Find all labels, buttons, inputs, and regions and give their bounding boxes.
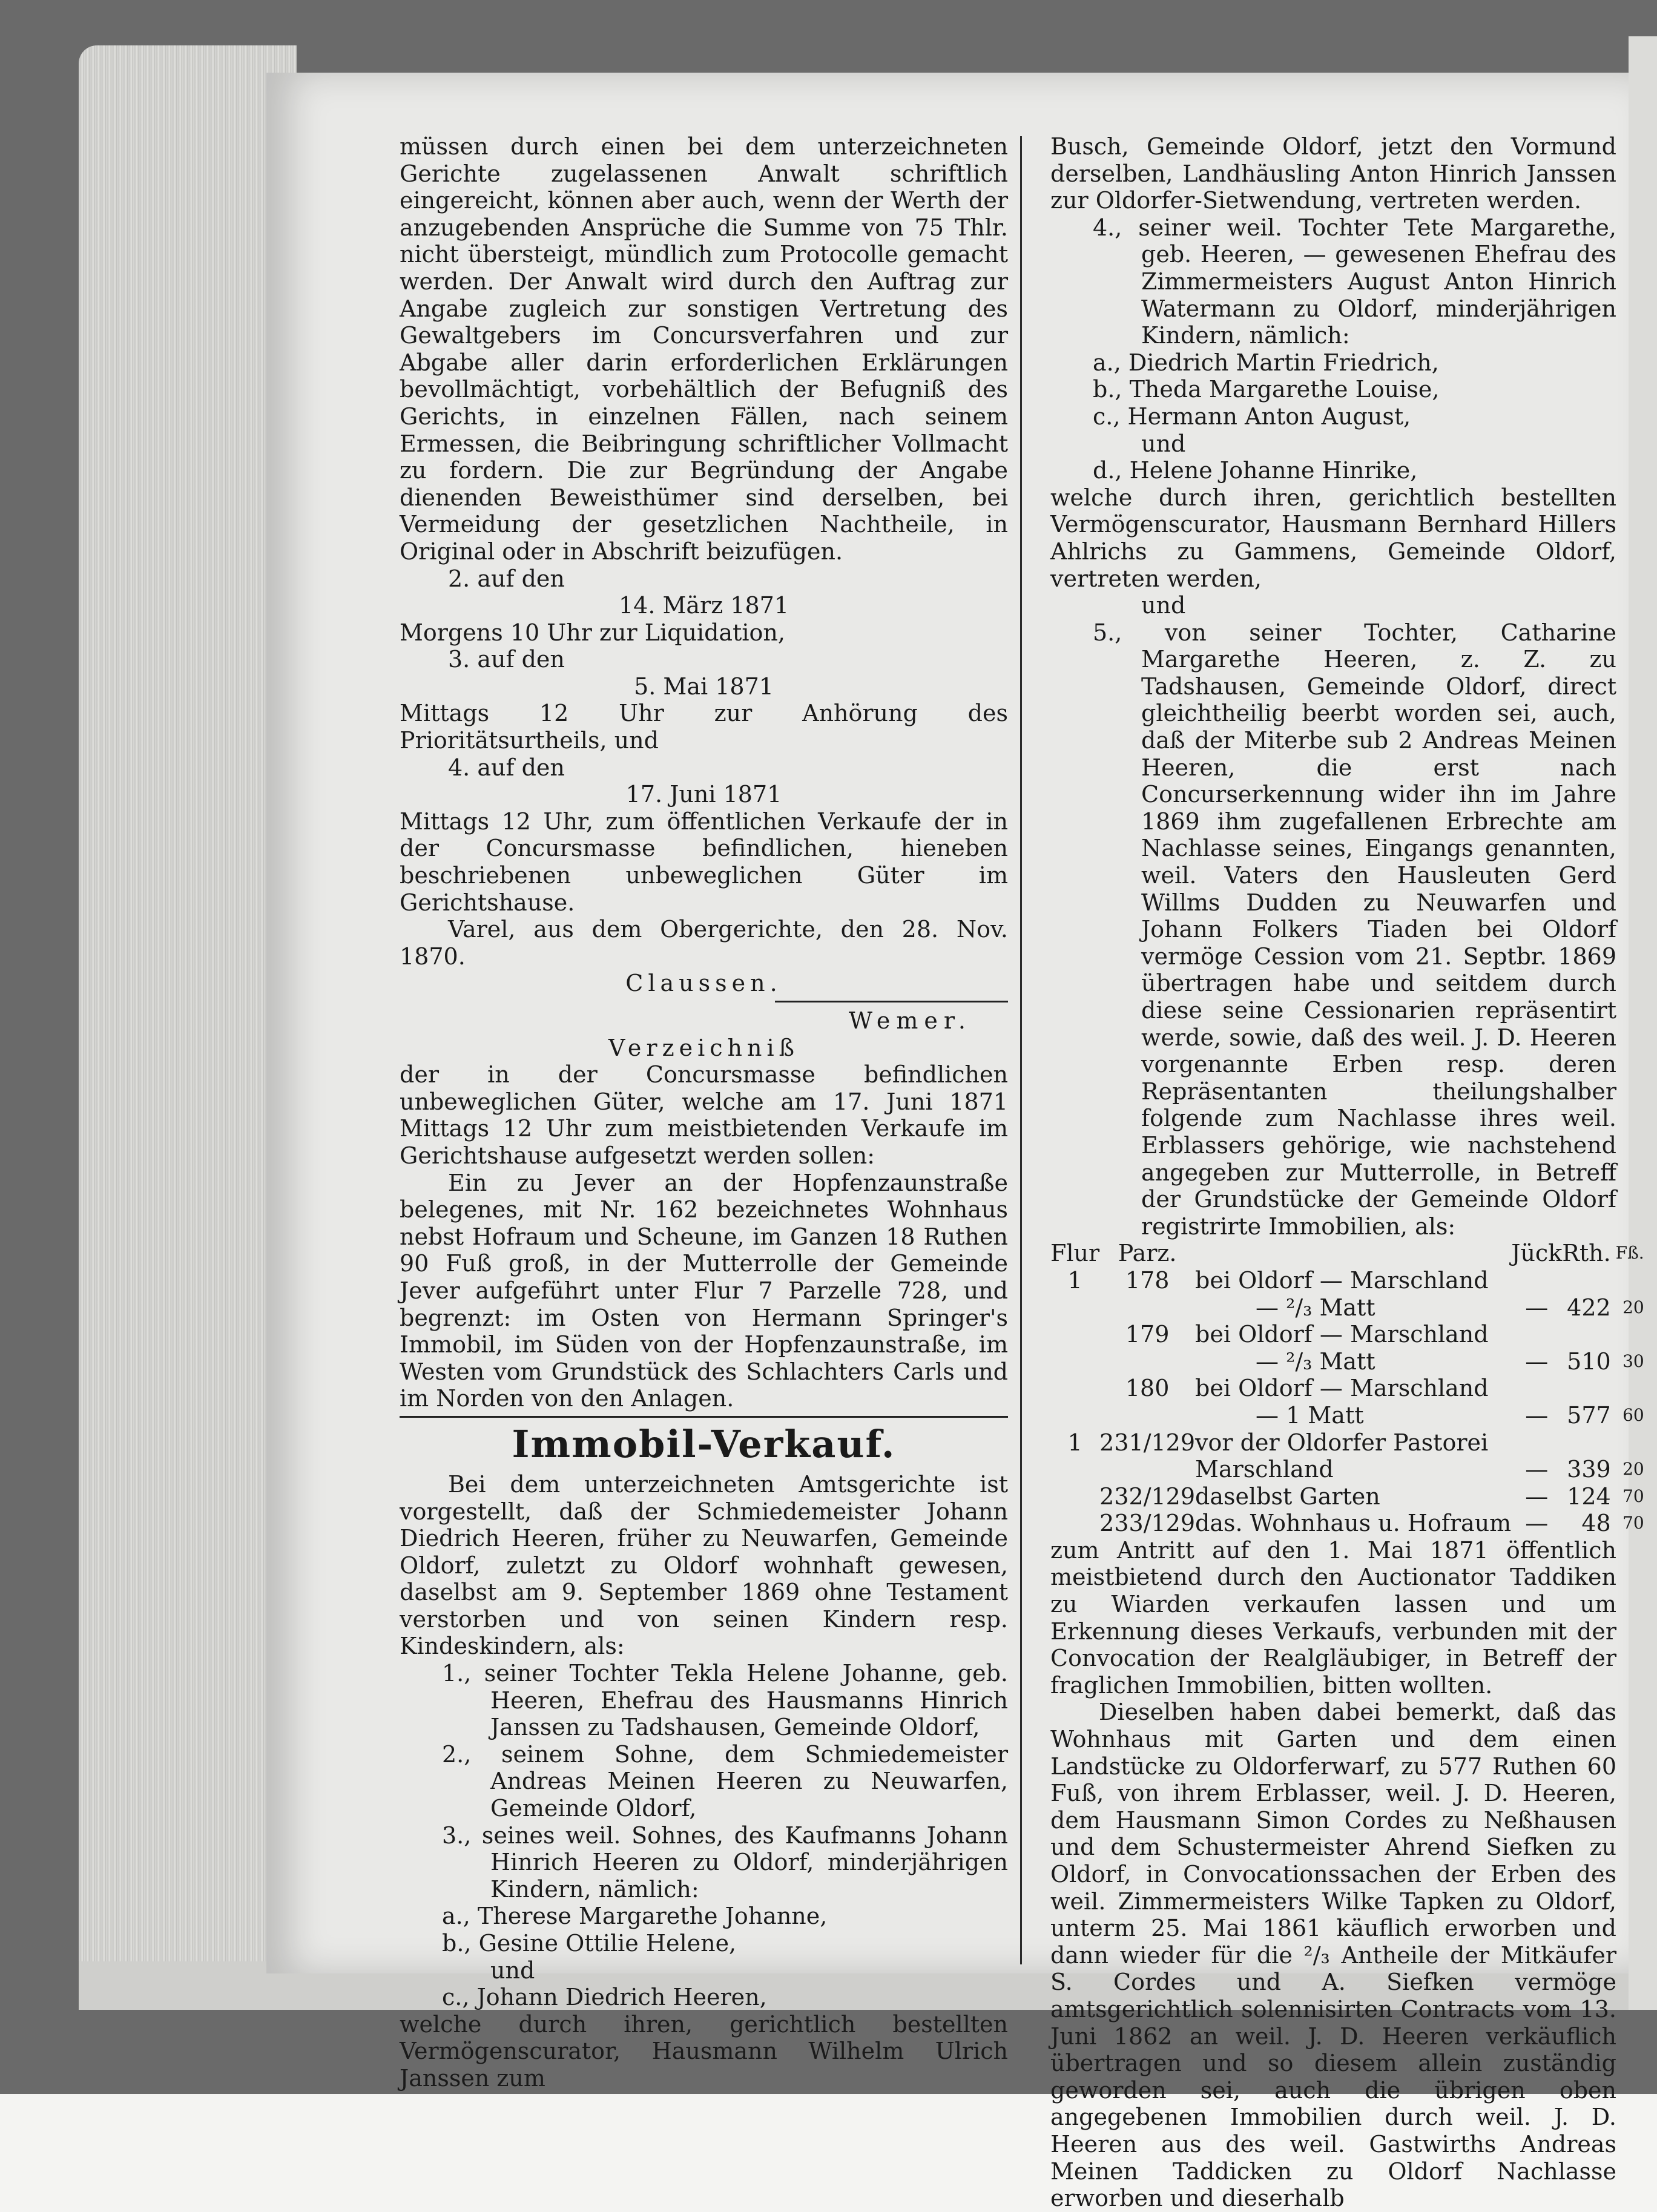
column-divider xyxy=(1020,136,1022,1964)
cell-flur xyxy=(1050,1483,1099,1510)
cell-desc: vor der Oldorfer Pastorei xyxy=(1195,1429,1489,1456)
parcel-table-header xyxy=(1050,1240,1644,1267)
table-row xyxy=(1050,1510,1644,1537)
cell-desc: daselbst Garten xyxy=(1195,1483,1380,1510)
cell-desc: — ²/₃ Matt xyxy=(1256,1348,1375,1375)
signature-rule xyxy=(775,1001,1008,1002)
heir-5: 5., von seiner Tochter, Catharine Margarethe Heeren, z. Z. zu Tadshausen, Gemeinde Oldorf, direct gleichtheilig beerbt worden sei, auch, daß der Miterbe sub 2 Andreas Meinen Heeren, die erst nach Concurserkennung wider ihn im Jahre 1869 ihm zugefallenen Erbrechte am Nachlasse seines, Eingangs genannten, weil. Vaters den Hausleuten Gerd Willms Dudden zu Neuwarfen und Johann Folkers Tiaden bei Oldorf vermöge Cession vom 21. Septbr. 1869 übertragen habe und seitdem durch diese seine Cessionarien repräsentirt werde, sowie, daß des weil. J. D. Heeren vorgenannte Erben resp. deren Repräsentanten theilungshalber folgende zum Nachlasse ihres weil. Erblassers gehörige, wie nachstehend angegeben zur Mutterrolle, in Betreff der Grundstücke der Gemeinde Oldorf registrirte Immobilien, als: xyxy=(1093,619,1616,1240)
cell-parz xyxy=(1099,1456,1195,1483)
cell-parz xyxy=(1099,1294,1195,1322)
signature-wemer: Wemer. xyxy=(848,1007,972,1034)
cell-flur xyxy=(1050,1375,1099,1402)
cell-desc: bei Oldorf — Marschland xyxy=(1195,1321,1489,1348)
table-row xyxy=(1050,1321,1644,1348)
heir-3c: c., Johann Diedrich Heeren, xyxy=(442,1984,767,2011)
cell-fs xyxy=(1616,1321,1644,1348)
cell-flur: 1 xyxy=(1067,1429,1082,1456)
item4-label: 4. auf den xyxy=(448,754,565,781)
cell-juck xyxy=(1511,1321,1562,1348)
cell-flur xyxy=(1050,1294,1099,1322)
section-rule xyxy=(400,1416,1008,1418)
heir-4-und2: und xyxy=(1141,592,1186,619)
cell-juck xyxy=(1511,1267,1562,1294)
heir-3-tail: welche durch ihren, gerichtlich bestellten Vermögenscurator, Hausmann Wilhelm Ulrich Janssen zum xyxy=(400,2010,1008,2092)
cell-rth: 510 xyxy=(1567,1348,1611,1375)
heir-4: 4., seiner weil. Tochter Tete Margarethe, geb. Heeren, — gewesenen Ehefrau des Zimmermeisters August Anton Hinrich Watermann zu Oldorf, minderjährigen Kindern, nämlich: xyxy=(1093,214,1616,349)
immobil-intro: Bei dem unterzeichneten Amtsgerichte ist vorgestellt, daß der Schmiedemeister Johann Diedrich Heeren, früher zu Neuwarfen, Gemeinde Oldorf, zuletzt zu Oldorf wohnhaft gewesen, daselbst am 9. September 1869 ohne Testament verstorben und von seinen Kindern resp. Kindeskindern, als: xyxy=(400,1470,1008,1660)
header-parz: Parz. xyxy=(1118,1240,1177,1267)
page-stack-edge xyxy=(79,45,297,1986)
table-row xyxy=(1050,1348,1644,1375)
cell-fs: 70 xyxy=(1622,1513,1644,1533)
heir-4a: a., Diedrich Martin Friedrich, xyxy=(1093,349,1439,376)
table-row xyxy=(1050,1294,1644,1322)
next-page-edge xyxy=(1629,36,1657,2010)
cell-fs: 20 xyxy=(1622,1459,1644,1480)
heir-4c: c., Hermann Anton August, xyxy=(1093,403,1411,430)
table-row xyxy=(1050,1456,1644,1483)
cell-fs: 20 xyxy=(1622,1297,1644,1317)
heir-4d: d., Helene Johanne Hinrike, xyxy=(1093,457,1418,484)
header-flur: Flur xyxy=(1050,1240,1100,1267)
cell-rth: 422 xyxy=(1567,1294,1611,1321)
cell-fs: 70 xyxy=(1622,1486,1644,1506)
cell-fs xyxy=(1616,1267,1644,1294)
after-table-text: zum Antritt auf den 1. Mai 1871 öffentlich meistbietend durch den Auctionator Taddiken zu Wiarden verkaufen lassen und um Erkennung dieses Verkaufs, verbunden mit der Convocation der Realgläubiger, in Betreff der fraglichen Immobilien, bitten wollten. xyxy=(1050,1536,1616,1699)
cell-flur xyxy=(1050,1510,1099,1537)
cell-flur xyxy=(1050,1321,1099,1348)
table-row xyxy=(1050,1267,1644,1294)
verzeichnis-title: Verzeichniß xyxy=(608,1034,800,1061)
cell-rth xyxy=(1562,1429,1615,1457)
cell-parz: 179 xyxy=(1125,1321,1170,1348)
cell-flur xyxy=(1050,1456,1099,1483)
cell-rth: 124 xyxy=(1567,1483,1611,1510)
item3-text: Mittags 12 Uhr zur Anhörung des Prioritätsurtheils, und xyxy=(400,700,1008,754)
cell-flur: 1 xyxy=(1067,1266,1082,1294)
cell-rth: 577 xyxy=(1567,1401,1611,1429)
continuation-text: Busch, Gemeinde Oldorf, jetzt den Vormund derselben, Landhäusling Anton Hinrich Janssen zur Oldorfer-Sietwendung, vertreten werden. xyxy=(1050,133,1616,214)
cell-juck xyxy=(1511,1429,1562,1457)
cell-parz: 180 xyxy=(1125,1375,1170,1402)
table-row xyxy=(1050,1402,1644,1429)
cell-parz: 178 xyxy=(1125,1266,1170,1294)
cell-parz: 233/129 xyxy=(1099,1510,1196,1537)
heir-4-tail: welche durch ihren, gerichtlich bestellten Vermögenscurator, Hausmann Bernhard Hillers Ahlrichs zu Gammens, Gemeinde Oldorf, vertreten werden, xyxy=(1050,484,1616,592)
cell-parz xyxy=(1099,1348,1195,1375)
item2-text: Morgens 10 Uhr zur Liquidation, xyxy=(400,619,785,646)
cell-fs xyxy=(1616,1429,1644,1457)
item4-date: 17. Juni 1871 xyxy=(625,781,782,808)
cell-juck: — xyxy=(1525,1483,1549,1510)
heir-3: 3., seines weil. Sohnes, des Kaufmanns Johann Hinrich Heeren zu Oldorf, minderjährigen Kindern, nämlich: xyxy=(442,1822,1008,1903)
table-row xyxy=(1050,1483,1644,1510)
heir-3b: b., Gesine Ottilie Helene, xyxy=(442,1930,737,1957)
cell-desc: — ²/₃ Matt xyxy=(1256,1294,1375,1321)
cell-desc: bei Oldorf — Marschland xyxy=(1195,1375,1489,1402)
verzeichnis-subtitle: der in der Concursmasse befindlichen unbeweglichen Güter, welche am 17. Juni 1871 Mittags 12 Uhr zum meistbietenden Verkaufe im Gerichtshause aufgesetzt werden sollen: xyxy=(400,1061,1008,1169)
left-column xyxy=(400,133,1008,2092)
item2-date: 14. März 1871 xyxy=(618,592,789,619)
cell-juck: — xyxy=(1525,1294,1549,1321)
cell-desc: — 1 Matt xyxy=(1256,1401,1364,1429)
cell-desc: bei Oldorf — Marschland xyxy=(1195,1266,1489,1294)
parcel-table xyxy=(1050,1240,1644,1537)
header-rth: Rth. xyxy=(1562,1240,1611,1267)
final-paragraph: Dieselben haben dabei bemerkt, daß das Wohnhaus mit Garten und dem einen Landstücke zu Oldorferwarf, zu 577 Ruthen 60 Fuß, von ihrem Erblasser, weil. J. D. Heeren, dem Hausmann Simon Cordes zu Neßhausen und dem Schustermeister Ahrend Siefken zu Oldorf, in Convocationssachen der Erben des weil. Zimmermeisters Wilke Tapken zu Oldorf, unterm 25. Mai 1861 käuflich erworben und dann wieder für die ²/₃ Antheile der Mitkäufer S. Cordes und A. Siefken vermöge amtsgerichtlich solennisirten Contracts vom 13. Juni 1862 an weil. J. D. Heeren verkäuflich übertragen und so diesem allein zuständig geworden sei, auch die übrigen oben angegebenen Immobilien durch weil. J. D. Heeren aus des weil. Gastwirths Andreas Meinen Taddicken zu Oldorf Nachlasse erworben und dieserhalb xyxy=(1050,1699,1616,2212)
cell-fs: 60 xyxy=(1622,1404,1644,1425)
right-column xyxy=(1050,133,1644,2212)
heir-4b: b., Theda Margarethe Louise, xyxy=(1093,376,1440,403)
cell-juck: — xyxy=(1525,1348,1549,1375)
paragraph-intro: müssen durch einen bei dem unterzeichneten Gerichte zugelassenen Anwalt schriftlich eingereicht, können aber auch, wenn der Werth der anzugebenden Ansprüche die Summe von 75 Thlr. nicht übersteigt, mündlich zum Protocolle gemacht werden. Der Anwalt wird durch den Auftrag zur Angabe zugleich zur sonstigen Vertretung des Gewaltgebers im Concursverfahren und zur Abgabe aller darin erforderlichen Erklärungen bevollmächtigt, vorbehältlich der Befugniß des Gerichts, in einzelnen Fällen, nach seinem Ermessen, die Beibringung schriftlicher Vollmacht zu fordern. Die zur Begründung der Angabe dienenden Beweisthümer sind derselben, bei Vermeidung der gesetzlichen Nachtheile, in Original oder in Abschrift beizufügen. xyxy=(400,133,1008,565)
verzeichnis-body: Ein zu Jever an der Hopfenzaunstraße belegenes, mit Nr. 162 bezeichnetes Wohnhaus nebst Hofraum und Scheune, im Ganzen 18 Ruthen 90 Fuß groß, in der Mutterrolle der Gemeinde Jever aufgeführt unter Flur 7 Parzelle 728, und begrenzt: im Osten von Hermann Springer's Immobil, im Süden von der Hopfenzaunstraße, im Westen vom Grundstück des Schlachters Carls und im Norden von den Anlagen. xyxy=(400,1169,1008,1412)
cell-rth xyxy=(1562,1321,1615,1348)
cell-fs xyxy=(1616,1375,1644,1402)
cell-juck: — xyxy=(1525,1401,1549,1429)
heir-2: 2., seinem Sohne, dem Schmiedemeister Andreas Meinen Heeren zu Neuwarfen, Gemeinde Oldorf, xyxy=(442,1740,1008,1822)
section-heading: Immobil-Verkauf. xyxy=(512,1421,896,1466)
heir-3-und: und xyxy=(490,1957,535,1984)
cell-rth: 339 xyxy=(1567,1456,1611,1483)
heir-1: 1., seiner Tochter Tekla Helene Johanne, geb. Heeren, Ehefrau des Hausmanns Hinrich Janssen zu Tadshausen, Gemeinde Oldorf, xyxy=(442,1660,1008,1741)
heir-4-und: und xyxy=(1141,430,1186,457)
cell-fs: 30 xyxy=(1622,1351,1644,1371)
item2-label: 2. auf den xyxy=(448,565,565,592)
cell-juck xyxy=(1511,1375,1562,1402)
cell-flur xyxy=(1050,1402,1099,1429)
signature-claussen: Claussen. xyxy=(625,970,782,997)
heir-3a: a., Therese Margarethe Johanne, xyxy=(442,1903,828,1930)
table-row xyxy=(1050,1375,1644,1402)
cell-flur xyxy=(1050,1348,1099,1375)
item4-text: Mittags 12 Uhr, zum öffentlichen Verkaufe der in der Concursmasse befindlichen, hieneben beschriebenen unbeweglichen Güter im Gerichtshause. xyxy=(400,808,1008,916)
header-desc xyxy=(1195,1240,1511,1267)
cell-rth: 48 xyxy=(1581,1510,1611,1537)
cell-parz: 232/129 xyxy=(1099,1483,1196,1510)
cell-desc: Marschland xyxy=(1195,1456,1334,1483)
cell-juck: — xyxy=(1525,1456,1549,1483)
table-row xyxy=(1050,1429,1644,1457)
place-date: Varel, aus dem Obergerichte, den 28. Nov. 1870. xyxy=(400,916,1008,970)
cell-juck: — xyxy=(1525,1510,1549,1537)
cell-parz: 231/129 xyxy=(1099,1429,1196,1456)
header-juck: Jück xyxy=(1511,1240,1563,1267)
cell-rth xyxy=(1562,1375,1615,1402)
item3-date: 5. Mai 1871 xyxy=(634,673,774,700)
cell-parz xyxy=(1099,1402,1195,1429)
cell-desc: das. Wohnhaus u. Hofraum xyxy=(1195,1510,1512,1537)
header-fs: Fß. xyxy=(1615,1243,1644,1263)
item3-label: 3. auf den xyxy=(448,646,565,673)
cell-rth xyxy=(1562,1267,1615,1294)
